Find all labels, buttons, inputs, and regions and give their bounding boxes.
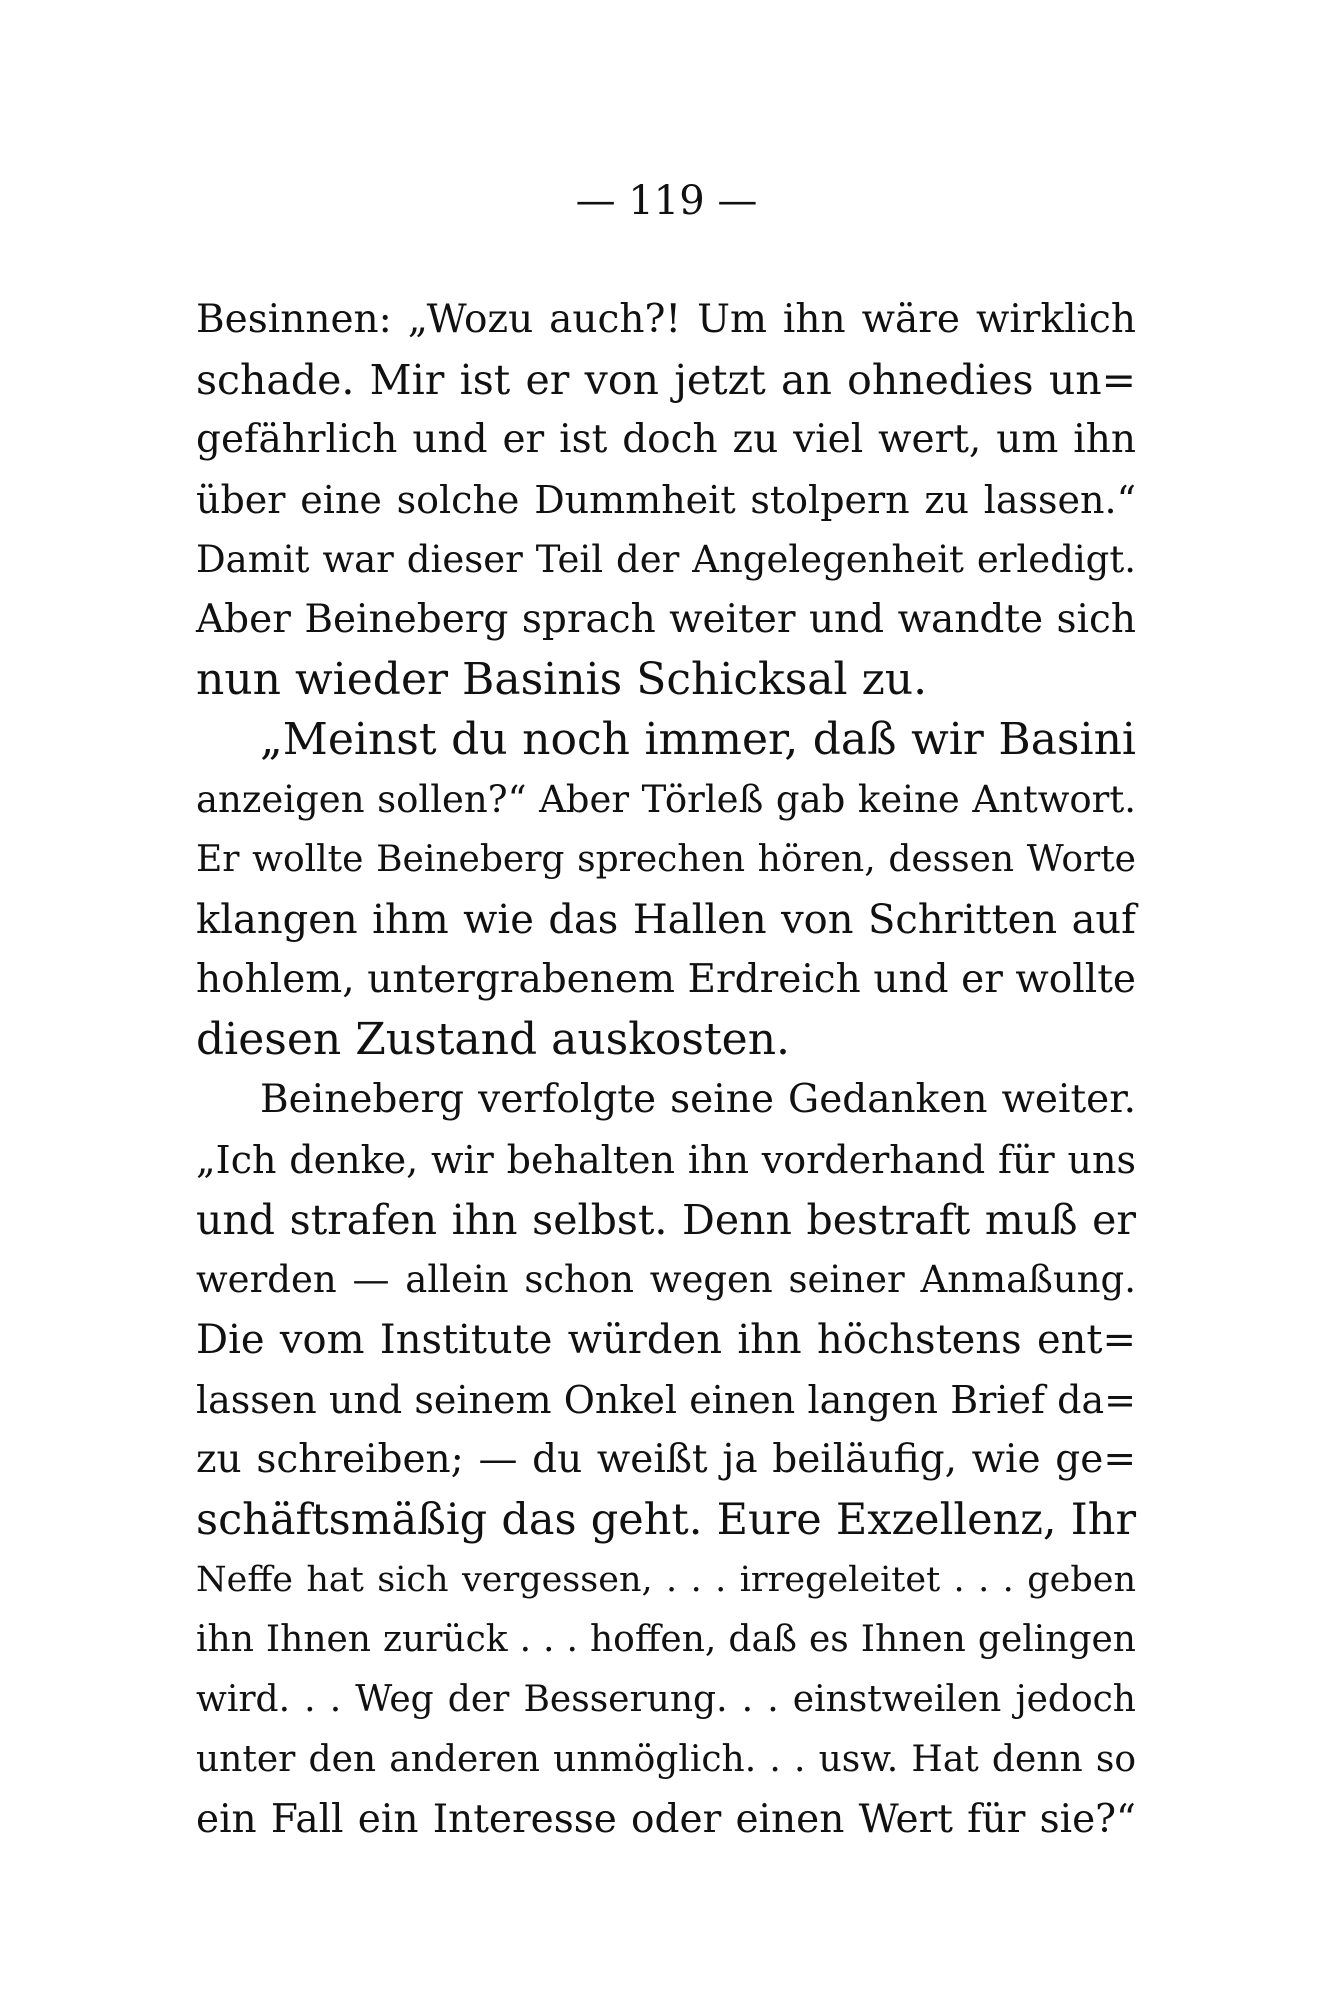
body-text	[196, 290, 1136, 1850]
text-line: zu schreiben; — du weißt ja beiläufig, wie ge=	[196, 1437, 1136, 1482]
text-line: ein Fall ein Interesse oder einen Wert für sie?“	[196, 1797, 1136, 1842]
text-line: Er wollte Beineberg sprechen hören, dessen Worte	[196, 839, 1136, 880]
text-line: nun wieder Basinis Schicksal zu.	[196, 654, 928, 705]
text-line: Damit war dieser Teil der Angelegenheit erledigt.	[196, 538, 1136, 581]
text-line: „Meinst du noch immer, daß wir Basini	[260, 714, 1136, 765]
text-line: klangen ihm wie das Hallen von Schritten auf	[196, 897, 1136, 943]
text-line: unter den anderen unmöglich. . . usw. Hat denn so	[196, 1739, 1136, 1780]
text-line: „Ich denke, wir behalten ihn vorderhand für uns	[196, 1138, 1136, 1182]
text-line: Die vom Institute würden ihn höchstens ent=	[196, 1317, 1136, 1363]
text-line: Beineberg verfolgte seine Gedanken weiter.	[260, 1077, 1136, 1122]
text-line: anzeigen sollen?“ Aber Törleß gab keine Antwort.	[196, 778, 1136, 821]
text-line: hohlem, untergrabenem Erdreich und er wollte	[196, 957, 1136, 1002]
page-number: — 119 —	[575, 178, 758, 224]
text-line: lassen und seinem Onkel einen langen Brief da=	[196, 1378, 1136, 1422]
text-line: wird. . . Weg der Besserung. . . einstweilen jedoch	[196, 1679, 1136, 1720]
text-line: Aber Beineberg sprach weiter und wandte sich	[196, 597, 1136, 642]
text-line: Besinnen: „Wozu auch?! Um ihn wäre wirklich	[196, 297, 1136, 342]
text-line: schade. Mir ist er von jetzt an ohnedies un=	[196, 356, 1136, 404]
text-line: werden — allein schon wegen seiner Anmaßung.	[196, 1258, 1136, 1301]
text-line: schäftsmäßig das geht. Eure Exzellenz, Ihr	[196, 1495, 1136, 1545]
text-line: ihn Ihnen zurück . . . hoffen, daß es Ihnen gelingen	[196, 1619, 1136, 1660]
text-line: Neffe hat sich vergessen, . . . irregeleitet . . . geben	[196, 1560, 1136, 1600]
text-line: und strafen ihn selbst. Denn bestraft muß er	[196, 1196, 1136, 1244]
text-line: über eine solche Dummheit stolpern zu lassen.“	[196, 478, 1136, 522]
text-line: diesen Zustand auskosten.	[196, 1014, 791, 1065]
text-line: gefährlich und er ist doch zu viel wert, um ihn	[196, 417, 1136, 462]
